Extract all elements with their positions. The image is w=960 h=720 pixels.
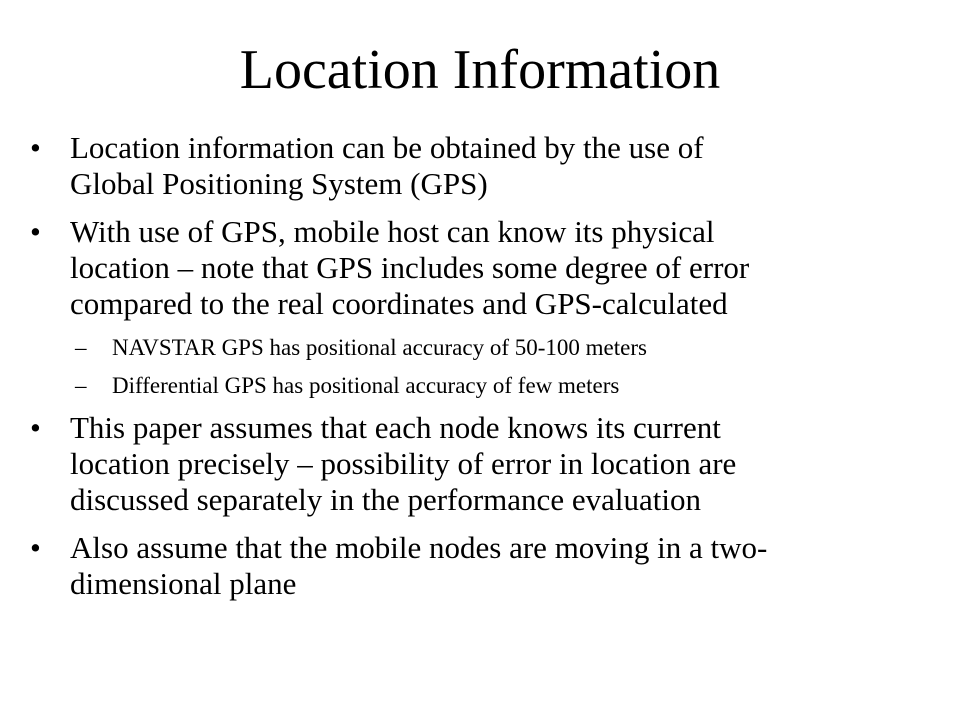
sub-line: Differential GPS has positional accuracy of few meters [112, 373, 620, 398]
bullet-item-gps-source [30, 130, 930, 202]
bullet-line: Global Positioning System (GPS) [70, 166, 488, 201]
slide-body [30, 130, 930, 614]
slide-title: Location Information [239, 39, 721, 101]
bullet-line: location precisely – possibility of error in location are [70, 446, 737, 481]
bullet-line: discussed separately in the performance evaluation [70, 482, 701, 517]
bullet-marker: • [30, 530, 41, 565]
sub-item-differential [30, 372, 930, 400]
bullet-marker: • [30, 410, 41, 445]
bullet-marker: • [30, 130, 41, 165]
bullet-line: compared to the real coordinates and GPS-calculated [70, 286, 728, 321]
bullet-item-assumption-location [30, 410, 930, 518]
bullet-line: location – note that GPS includes some degree of error [70, 250, 750, 285]
sub-line: NAVSTAR GPS has positional accuracy of 50-100 meters [112, 335, 647, 360]
sub-item-navstar [30, 334, 930, 362]
bullet-line: With use of GPS, mobile host can know its physical [70, 214, 715, 249]
bullet-line: dimensional plane [70, 566, 297, 601]
bullet-line: Location information can be obtained by the use of [70, 130, 704, 165]
sub-marker: – [75, 373, 87, 398]
bullet-item-assumption-plane [30, 530, 930, 602]
bullet-line: This paper assumes that each node knows its current [70, 410, 721, 445]
sub-marker: – [75, 335, 87, 360]
bullet-marker: • [30, 214, 41, 249]
bullet-line: Also assume that the mobile nodes are moving in a two- [70, 530, 768, 565]
bullet-item-gps-error [30, 214, 930, 322]
